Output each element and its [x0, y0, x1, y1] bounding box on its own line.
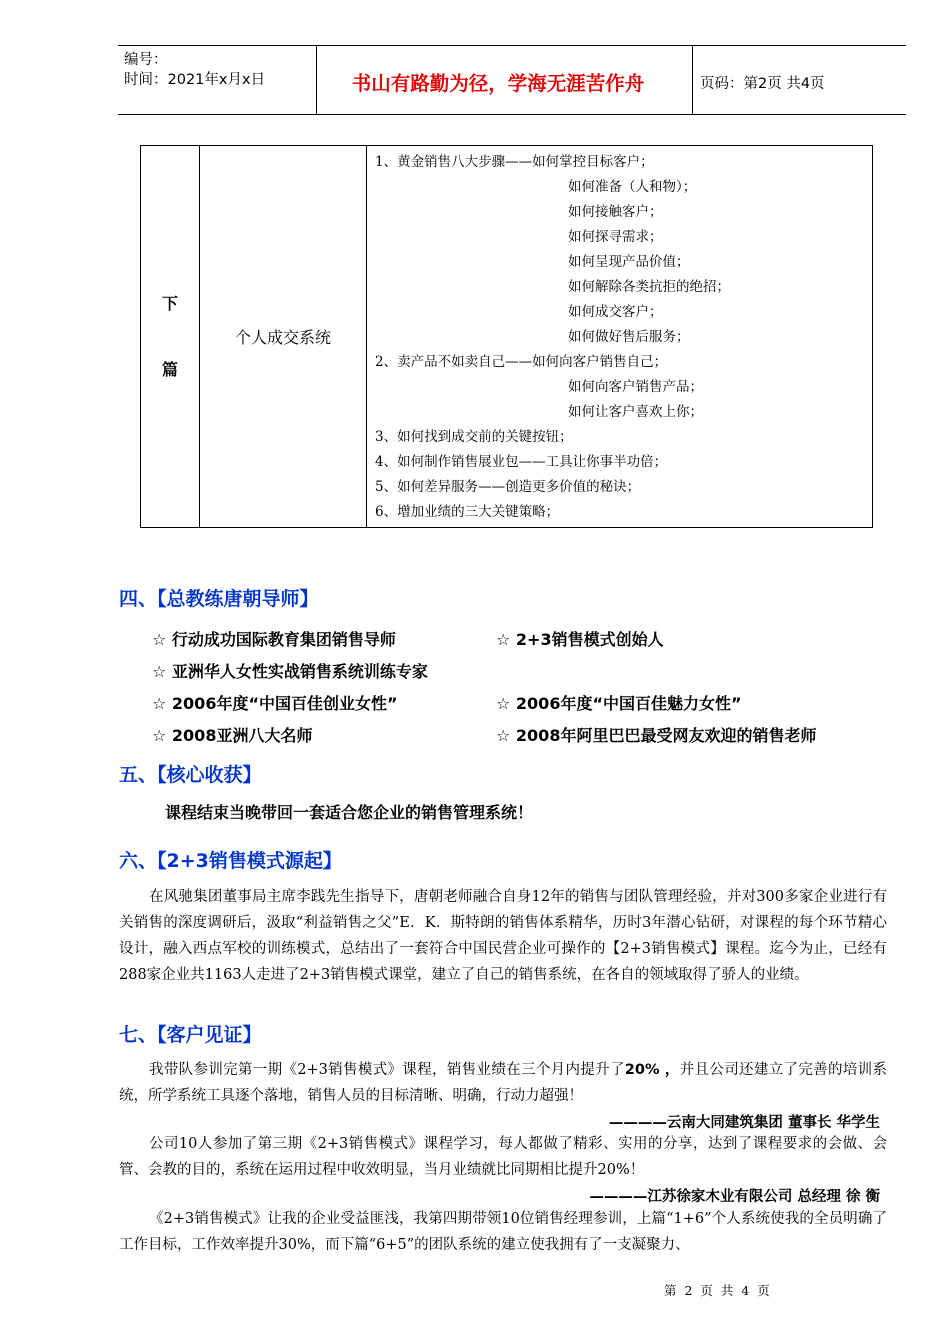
part-char: 下	[161, 293, 178, 313]
content-line: 如何成交客户；	[568, 304, 663, 320]
credential-item: ☆ 2+3销售模式创始人	[496, 630, 664, 649]
credential-item: ☆ 行动成功国际教育集团销售导师	[152, 630, 396, 649]
part-char: 篇	[161, 359, 178, 379]
system-name-cell: 个人成交系统	[200, 146, 367, 528]
testimonial-1	[119, 1057, 887, 1109]
content-line: 如何呈现产品价值；	[568, 254, 690, 270]
content-line: 6、增加业绩的三大关键策略；	[375, 504, 560, 520]
page-header	[118, 45, 906, 115]
credential-item: ☆ 2008年阿里巴巴最受网友欢迎的销售老师	[496, 726, 817, 745]
content-line: 2、卖产品不如卖自己——如何向客户销售自己；	[375, 354, 668, 370]
testimonial-signature: ————江苏徐家木业有限公司 总经理 徐 衡	[589, 1189, 880, 1205]
content-line: 5、如何差异服务——创造更多价值的秘诀；	[375, 479, 641, 495]
testimonial-2: 公司10人参加了第三期《2+3销售模式》课程学习，每人都做了精彩、实用的分享，达到了课程要求的会做、会管、会教的目的，系统在运用过程中收效明显，当月业绩就比同期相比提升20%！	[119, 1136, 887, 1178]
section-5-heading: 五、【核心收获】	[119, 764, 262, 786]
header-divider	[692, 46, 693, 114]
content-line: 如何探寻需求；	[568, 229, 663, 245]
content-line: 1、黄金销售八大步骤——如何掌控目标客户；	[375, 154, 654, 170]
content-line: 3、如何找到成交前的关键按钮；	[375, 429, 573, 445]
content-line: 如何准备（人和物）；	[568, 179, 697, 195]
credential-item: ☆ 2008亚洲八大名师	[152, 726, 313, 745]
credential-item: ☆ 2006年度“中国百佳魅力女性”	[496, 694, 742, 713]
header-motto: 书山有路勤为径，学海无涯苦作舟	[351, 72, 645, 95]
content-line: 如何向客户销售产品；	[568, 379, 703, 395]
header-meta	[124, 50, 265, 90]
course-table	[140, 145, 873, 528]
testimonial-3: 《2+3销售模式》让我的企业受益匪浅，我第四期带领10位销售经理参训，上篇“1+6”个人系统使我的全员明确了工作目标，工作效率提升30%，而下篇“6+5”的团队系统的建立使我拥有了一支凝聚力、	[119, 1211, 887, 1253]
testimonial-text: 并且公司还建立了完善的培训系统，所学系统工具逐个落地，销售人员的目标清晰、明确，行动力超强！	[119, 1062, 887, 1104]
content-line: 4、如何制作销售展业包——工具让你事半功倍；	[375, 454, 668, 470]
number-label: 编号：	[124, 52, 168, 68]
section-7-heading: 七、【客户见证】	[119, 1024, 262, 1046]
testimonial-highlight: 20% ，	[624, 1062, 680, 1078]
time-label: 时间：2021年x月x日	[124, 72, 266, 88]
part-cell	[141, 146, 200, 528]
section-4-heading: 四、【总教练唐朝导师】	[119, 588, 319, 610]
testimonial-signature: ————云南大同建筑集团 董事长 华学生	[608, 1115, 880, 1131]
section-6-heading: 六、【2+3销售模式源起】	[119, 850, 342, 872]
origin-paragraph: 在风驰集团董事局主席李践先生指导下，唐朝老师融合自身12年的销售与团队管理经验，并对300多家企业进行有关销售的深度调研后，汲取“利益销售之父”E．K．斯特朗的销售体系精华，历时3年潜心钻研，对课程的每个环节精心设计，融入西点军校的训练模式，总结出了一套符合中国民营企业可操作的【2+3销售模式】课程。迄今为止，已经有288家企业共1163人走进了2+3销售模式课堂，建立了自己的销售系统，在各自的领域取得了骄人的业绩。	[119, 889, 887, 983]
testimonial-text: 我带队参训完第一期《2+3销售模式》课程，销售业绩在三个月内提升了	[149, 1062, 625, 1078]
credential-item: ☆ 亚洲华人女性实战销售系统训练专家	[152, 662, 428, 681]
core-harvest-text: 课程结束当晚带回一套适合您企业的销售管理系统！	[165, 803, 534, 822]
header-page-info: 页码：第2页 共4页	[700, 76, 825, 92]
content-line: 如何做好售后服务；	[568, 329, 690, 345]
credential-item: ☆ 2006年度“中国百佳创业女性”	[152, 694, 398, 713]
content-line: 如何解除各类抗拒的绝招；	[568, 279, 730, 295]
content-line: 如何接触客户；	[568, 204, 663, 220]
page-footer: 第 2 页 共 4 页	[664, 1283, 772, 1298]
content-cell	[367, 146, 873, 528]
content-line: 如何让客户喜欢上你；	[568, 404, 703, 420]
